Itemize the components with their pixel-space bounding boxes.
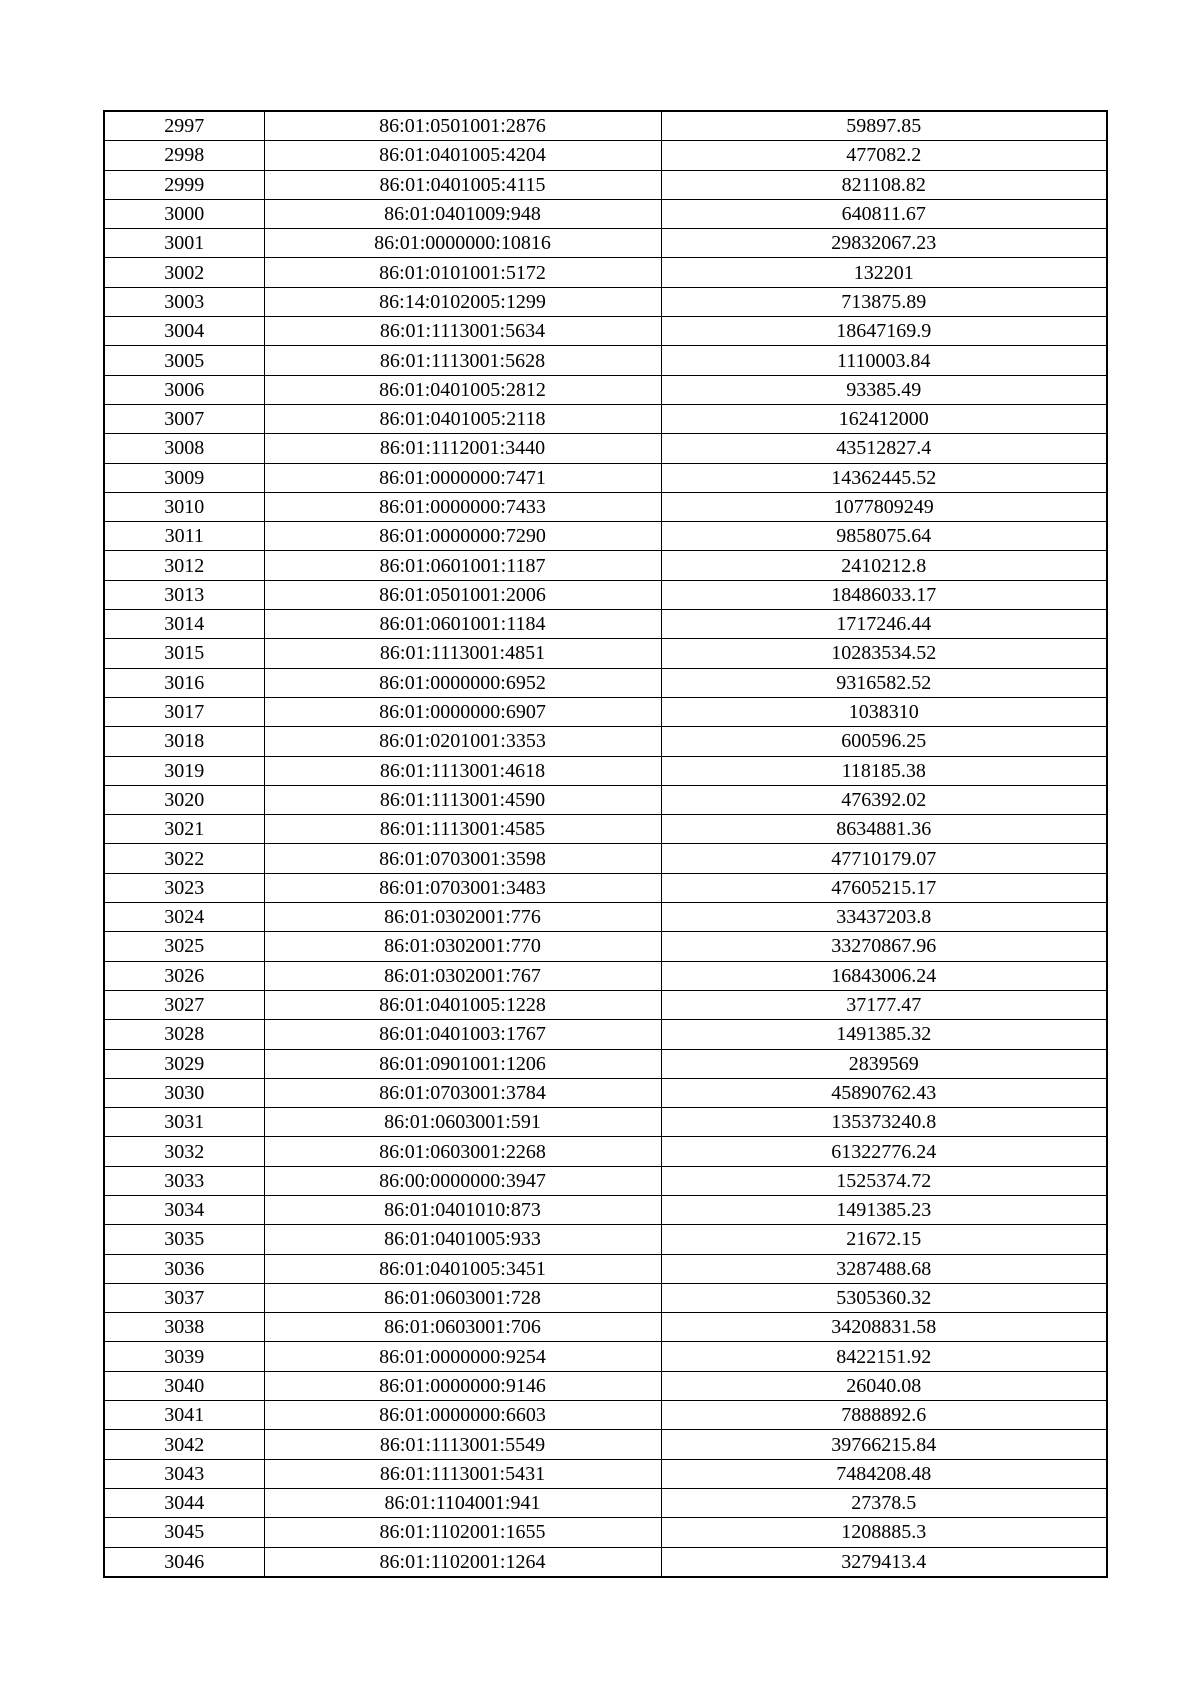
cadastral-number-cell: 86:01:0401005:2812 [264, 375, 661, 404]
row-number-cell: 3040 [104, 1371, 264, 1400]
row-number-cell: 3018 [104, 727, 264, 756]
table-row [104, 317, 1107, 346]
cadastral-number-cell: 86:01:0601001:1184 [264, 610, 661, 639]
cadastral-number-cell: 86:01:1113001:5634 [264, 317, 661, 346]
table-row [104, 580, 1107, 609]
value-cell: 162412000 [661, 404, 1107, 433]
value-cell: 7888892.6 [661, 1401, 1107, 1430]
row-number-cell: 3032 [104, 1137, 264, 1166]
value-cell: 47710179.07 [661, 844, 1107, 873]
row-number-cell: 3001 [104, 229, 264, 258]
row-number-cell: 3013 [104, 580, 264, 609]
value-cell: 476392.02 [661, 785, 1107, 814]
cadastral-number-cell: 86:01:0401005:2118 [264, 404, 661, 433]
table-row [104, 463, 1107, 492]
table-row [104, 1108, 1107, 1137]
row-number-cell: 3000 [104, 199, 264, 228]
cadastral-number-cell: 86:01:1113001:4585 [264, 815, 661, 844]
cadastral-number-cell: 86:01:0101001:5172 [264, 258, 661, 287]
table-row [104, 1430, 1107, 1459]
table-row [104, 1547, 1107, 1577]
row-number-cell: 3042 [104, 1430, 264, 1459]
value-cell: 5305360.32 [661, 1283, 1107, 1312]
row-number-cell: 3016 [104, 668, 264, 697]
cadastral-number-cell: 86:01:0601001:1187 [264, 551, 661, 580]
value-cell: 640811.67 [661, 199, 1107, 228]
table-row [104, 1518, 1107, 1547]
table-row [104, 961, 1107, 990]
row-number-cell: 3019 [104, 756, 264, 785]
table-row [104, 785, 1107, 814]
cadastral-number-cell: 86:01:0302001:767 [264, 961, 661, 990]
value-cell: 713875.89 [661, 287, 1107, 316]
value-cell: 1491385.32 [661, 1020, 1107, 1049]
cadastral-number-cell: 86:01:0703001:3483 [264, 873, 661, 902]
row-number-cell: 3020 [104, 785, 264, 814]
value-cell: 14362445.52 [661, 463, 1107, 492]
value-cell: 18486033.17 [661, 580, 1107, 609]
table-row [104, 1342, 1107, 1371]
value-cell: 61322776.24 [661, 1137, 1107, 1166]
cadastral-number-cell: 86:01:0603001:591 [264, 1108, 661, 1137]
row-number-cell: 3028 [104, 1020, 264, 1049]
table-row [104, 522, 1107, 551]
row-number-cell: 3034 [104, 1195, 264, 1224]
cadastral-number-cell: 86:01:0000000:6952 [264, 668, 661, 697]
cadastral-number-cell: 86:01:0201001:3353 [264, 727, 661, 756]
table-row [104, 287, 1107, 316]
value-cell: 37177.47 [661, 990, 1107, 1019]
value-cell: 43512827.4 [661, 434, 1107, 463]
value-cell: 34208831.58 [661, 1313, 1107, 1342]
row-number-cell: 2998 [104, 141, 264, 170]
cadastral-number-cell: 86:01:0000000:9146 [264, 1371, 661, 1400]
cadastral-number-cell: 86:01:1113001:5549 [264, 1430, 661, 1459]
cadastral-number-cell: 86:00:0000000:3947 [264, 1166, 661, 1195]
row-number-cell: 3043 [104, 1459, 264, 1488]
cadastral-number-cell: 86:01:0401005:3451 [264, 1254, 661, 1283]
row-number-cell: 3029 [104, 1049, 264, 1078]
value-cell: 10283534.52 [661, 639, 1107, 668]
row-number-cell: 3026 [104, 961, 264, 990]
row-number-cell: 3046 [104, 1547, 264, 1577]
cadastral-number-cell: 86:01:0401005:1228 [264, 990, 661, 1019]
value-cell: 9316582.52 [661, 668, 1107, 697]
value-cell: 118185.38 [661, 756, 1107, 785]
value-cell: 2410212.8 [661, 551, 1107, 580]
row-number-cell: 3035 [104, 1225, 264, 1254]
cadastral-number-cell: 86:01:0401005:933 [264, 1225, 661, 1254]
cadastral-number-cell: 86:01:0000000:6603 [264, 1401, 661, 1430]
table-row [104, 903, 1107, 932]
table-row [104, 1137, 1107, 1166]
row-number-cell: 3017 [104, 697, 264, 726]
cadastral-number-cell: 86:01:0501001:2006 [264, 580, 661, 609]
table-body [104, 111, 1107, 1577]
value-cell: 18647169.9 [661, 317, 1107, 346]
value-cell: 27378.5 [661, 1488, 1107, 1517]
table-row [104, 434, 1107, 463]
value-cell: 1077809249 [661, 492, 1107, 521]
table-row [104, 844, 1107, 873]
value-cell: 45890762.43 [661, 1078, 1107, 1107]
row-number-cell: 3044 [104, 1488, 264, 1517]
table-row [104, 1254, 1107, 1283]
value-cell: 3287488.68 [661, 1254, 1107, 1283]
row-number-cell: 3045 [104, 1518, 264, 1547]
table-row [104, 1401, 1107, 1430]
value-cell: 600596.25 [661, 727, 1107, 756]
cadastral-number-cell: 86:01:1102001:1655 [264, 1518, 661, 1547]
row-number-cell: 3011 [104, 522, 264, 551]
table-row [104, 1313, 1107, 1342]
value-cell: 9858075.64 [661, 522, 1107, 551]
cadastral-number-cell: 86:01:0603001:728 [264, 1283, 661, 1312]
row-number-cell: 3037 [104, 1283, 264, 1312]
table-row [104, 1283, 1107, 1312]
row-number-cell: 3007 [104, 404, 264, 433]
value-cell: 33437203.8 [661, 903, 1107, 932]
table-row [104, 1020, 1107, 1049]
cadastral-number-cell: 86:01:0603001:2268 [264, 1137, 661, 1166]
cadastral-number-cell: 86:01:1102001:1264 [264, 1547, 661, 1577]
cadastral-number-cell: 86:01:0703001:3598 [264, 844, 661, 873]
table-row [104, 375, 1107, 404]
value-cell: 7484208.48 [661, 1459, 1107, 1488]
table-row [104, 199, 1107, 228]
value-cell: 135373240.8 [661, 1108, 1107, 1137]
cadastral-number-cell: 86:01:1112001:3440 [264, 434, 661, 463]
table-row [104, 873, 1107, 902]
value-cell: 1208885.3 [661, 1518, 1107, 1547]
table-row [104, 404, 1107, 433]
table-row [104, 610, 1107, 639]
row-number-cell: 3038 [104, 1313, 264, 1342]
cadastral-number-cell: 86:01:0302001:776 [264, 903, 661, 932]
row-number-cell: 3033 [104, 1166, 264, 1195]
table-row [104, 1371, 1107, 1400]
row-number-cell: 3014 [104, 610, 264, 639]
table-row [104, 229, 1107, 258]
value-cell: 821108.82 [661, 170, 1107, 199]
row-number-cell: 3002 [104, 258, 264, 287]
table-row [104, 170, 1107, 199]
table-row [104, 1488, 1107, 1517]
value-cell: 132201 [661, 258, 1107, 287]
cadastral-number-cell: 86:01:0703001:3784 [264, 1078, 661, 1107]
row-number-cell: 2997 [104, 111, 264, 141]
cadastral-number-cell: 86:01:1113001:4851 [264, 639, 661, 668]
cadastral-number-cell: 86:01:0000000:10816 [264, 229, 661, 258]
table-row [104, 1459, 1107, 1488]
table-row [104, 756, 1107, 785]
cadastral-number-cell: 86:01:0401009:948 [264, 199, 661, 228]
cadastral-number-cell: 86:01:0302001:770 [264, 932, 661, 961]
table-row [104, 1225, 1107, 1254]
table-row [104, 492, 1107, 521]
table-row [104, 141, 1107, 170]
row-number-cell: 3012 [104, 551, 264, 580]
value-cell: 59897.85 [661, 111, 1107, 141]
cadastral-number-cell: 86:01:0000000:6907 [264, 697, 661, 726]
row-number-cell: 3015 [104, 639, 264, 668]
value-cell: 26040.08 [661, 1371, 1107, 1400]
table-row [104, 668, 1107, 697]
cadastral-number-cell: 86:01:0401005:4204 [264, 141, 661, 170]
row-number-cell: 3021 [104, 815, 264, 844]
table-row [104, 1049, 1107, 1078]
value-cell: 8634881.36 [661, 815, 1107, 844]
row-number-cell: 2999 [104, 170, 264, 199]
table-row [104, 990, 1107, 1019]
table-row [104, 727, 1107, 756]
cadastral-number-cell: 86:01:0901001:1206 [264, 1049, 661, 1078]
row-number-cell: 3036 [104, 1254, 264, 1283]
cadastral-number-cell: 86:01:0401005:4115 [264, 170, 661, 199]
value-cell: 1525374.72 [661, 1166, 1107, 1195]
table-row [104, 346, 1107, 375]
cadastral-number-cell: 86:01:0000000:7433 [264, 492, 661, 521]
row-number-cell: 3024 [104, 903, 264, 932]
table-row [104, 1195, 1107, 1224]
row-number-cell: 3010 [104, 492, 264, 521]
table-row [104, 111, 1107, 141]
value-cell: 1110003.84 [661, 346, 1107, 375]
value-cell: 93385.49 [661, 375, 1107, 404]
value-cell: 1717246.44 [661, 610, 1107, 639]
cadastral-number-cell: 86:01:0501001:2876 [264, 111, 661, 141]
row-number-cell: 3031 [104, 1108, 264, 1137]
table-row [104, 551, 1107, 580]
value-cell: 33270867.96 [661, 932, 1107, 961]
cadastral-number-cell: 86:01:1113001:5431 [264, 1459, 661, 1488]
table-row [104, 1078, 1107, 1107]
row-number-cell: 3039 [104, 1342, 264, 1371]
row-number-cell: 3004 [104, 317, 264, 346]
table-row [104, 258, 1107, 287]
value-cell: 29832067.23 [661, 229, 1107, 258]
row-number-cell: 3009 [104, 463, 264, 492]
cadastral-value-table [103, 110, 1108, 1578]
row-number-cell: 3023 [104, 873, 264, 902]
value-cell: 1038310 [661, 697, 1107, 726]
value-cell: 39766215.84 [661, 1430, 1107, 1459]
value-cell: 16843006.24 [661, 961, 1107, 990]
row-number-cell: 3008 [104, 434, 264, 463]
cadastral-number-cell: 86:01:0000000:7290 [264, 522, 661, 551]
row-number-cell: 3041 [104, 1401, 264, 1430]
value-cell: 2839569 [661, 1049, 1107, 1078]
cadastral-number-cell: 86:01:1113001:4618 [264, 756, 661, 785]
value-cell: 21672.15 [661, 1225, 1107, 1254]
row-number-cell: 3030 [104, 1078, 264, 1107]
cadastral-number-cell: 86:01:0000000:7471 [264, 463, 661, 492]
cadastral-number-cell: 86:01:0401010:873 [264, 1195, 661, 1224]
table-row [104, 815, 1107, 844]
cadastral-number-cell: 86:01:0603001:706 [264, 1313, 661, 1342]
row-number-cell: 3022 [104, 844, 264, 873]
value-cell: 3279413.4 [661, 1547, 1107, 1577]
table-row [104, 932, 1107, 961]
table-row [104, 639, 1107, 668]
cadastral-number-cell: 86:01:0401003:1767 [264, 1020, 661, 1049]
cadastral-number-cell: 86:01:0000000:9254 [264, 1342, 661, 1371]
value-cell: 47605215.17 [661, 873, 1107, 902]
value-cell: 8422151.92 [661, 1342, 1107, 1371]
row-number-cell: 3003 [104, 287, 264, 316]
value-cell: 1491385.23 [661, 1195, 1107, 1224]
cadastral-number-cell: 86:14:0102005:1299 [264, 287, 661, 316]
cadastral-number-cell: 86:01:1113001:4590 [264, 785, 661, 814]
table-row [104, 1166, 1107, 1195]
value-cell: 477082.2 [661, 141, 1107, 170]
cadastral-number-cell: 86:01:1104001:941 [264, 1488, 661, 1517]
row-number-cell: 3006 [104, 375, 264, 404]
row-number-cell: 3005 [104, 346, 264, 375]
row-number-cell: 3027 [104, 990, 264, 1019]
cadastral-number-cell: 86:01:1113001:5628 [264, 346, 661, 375]
row-number-cell: 3025 [104, 932, 264, 961]
table-row [104, 697, 1107, 726]
